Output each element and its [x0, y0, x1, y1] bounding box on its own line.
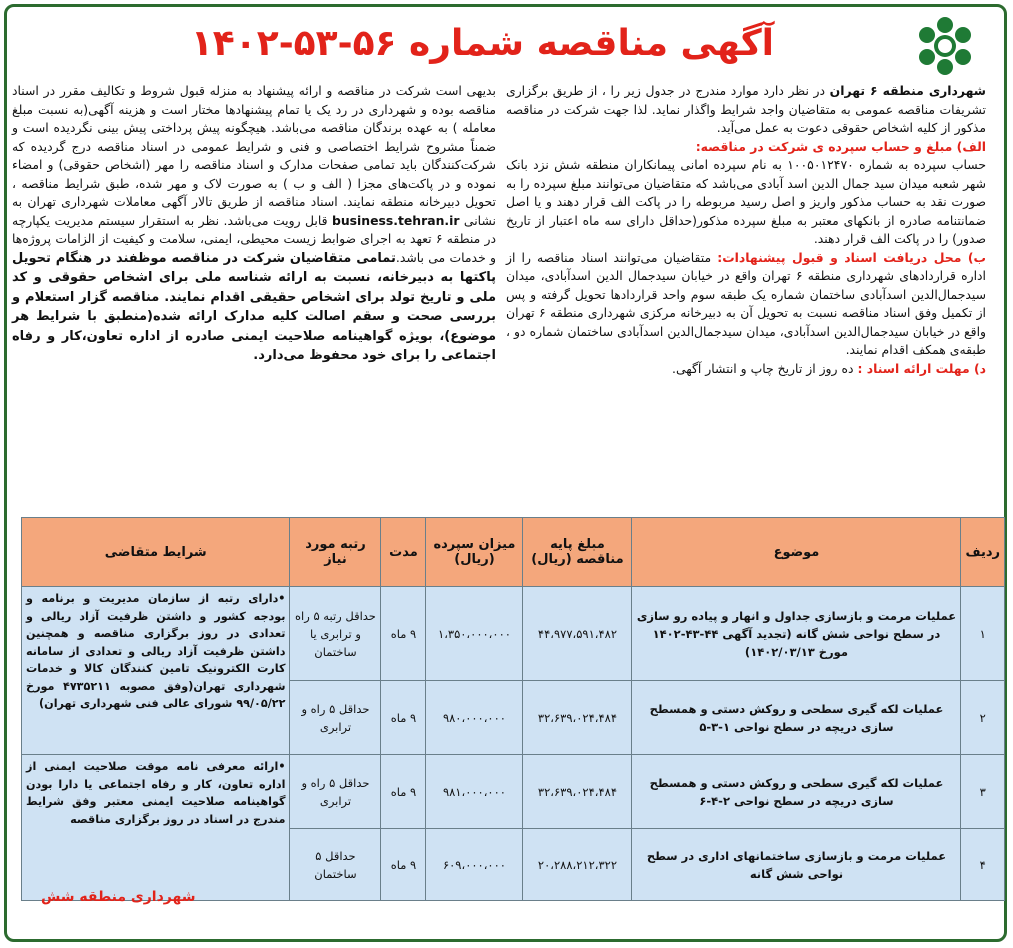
row-grade: حداقل ۵ راه و ترابری — [290, 681, 381, 755]
row-subject: عملیات مرمت و بازسازی ساختمانهای اداری در سطح نواحی شش گانه — [632, 829, 961, 901]
row-base-price: ۳۲،۶۳۹،۰۲۴،۴۸۴ — [523, 681, 632, 755]
left-text-2: قابل رویت می‌باشد. نظر به استقرار سیستم مدیریت یکپارچه در منطقه ۶ تعهد به اجرای ضوابط زیست محیطی، ایمنی، سلامت و کیفیت از الزامات پروژه‌ها و خدمات می باشد. — [12, 212, 496, 265]
tender-table — [21, 517, 1005, 901]
row-base-price: ۴۴،۹۷۷،۵۹۱،۴۸۲ — [523, 587, 632, 681]
header-conditions: شرایط متقاضی — [22, 518, 290, 587]
header-base-price: مبلغ پایه مناقصه (ریال) — [523, 518, 632, 587]
header-duration: مدت — [381, 518, 426, 587]
row-deposit: ۹۸۰،۰۰۰،۰۰۰ — [426, 681, 523, 755]
row-base-price: ۲۰،۲۸۸،۲۱۲،۳۲۲ — [523, 829, 632, 901]
header-grade: رتبه مورد نیاز — [290, 518, 381, 587]
issuer: شهرداری منطقه ۶ تهران — [829, 83, 986, 98]
intro-text: در نظر دارد موارد مندرج در جدول زیر را ، از طریق برگزاری تشریفات مناقصه عمومی به متقاضیان واجد شرایط واگذار نماید. لذا جهت شرکت در مناقصه مذکور از کلیه اشخاص حقوقی دعوت به عمل می‌آید. — [506, 83, 986, 135]
footer-signature: شهرداری منطقه شش — [41, 889, 196, 905]
row-duration: ۹ ماه — [381, 681, 426, 755]
section-b-title: ب) محل دریافت اسناد و قبول پیشنهادات: — [717, 249, 986, 265]
header-subject: موضوع — [632, 518, 961, 587]
header-row-num: ردیف — [961, 518, 1005, 587]
row-subject: عملیات لکه گیری سطحی و روکش دستی و همسطح سازی دریچه در سطح نواحی ۲-۴-۶ — [632, 755, 961, 829]
website-link[interactable]: business.tehran.ir — [331, 212, 460, 228]
row-duration: ۹ ماه — [381, 587, 426, 681]
section-d-text: ده روز از تاریخ چاپ و انتشار آگهی. — [672, 360, 854, 376]
section-b-text: متقاضیان می‌توانند اسناد مناقصه را از اداره قراردادهای شهرداری منطقه ۶ تهران واقع در خیابان سیدجمال الدین اسدآبادی، میدان سیدجمال‌الدین اسدآبادی ساختمان شماره یک طبقه سوم واحد قراردادها تحویل گرفته و پس از تکمیل وفق اسناد مناقصه نسبت به تحویل آن به دبیرخانه مرکزی شهرداری منطقه ۶ تهران واقع در خیابان سیدجمال‌الدین اسدآبادی، میدان سیدجمال‌الدین اسدآبادی ساختمان شماره دو ، طبقه‌ی همکف اقدام نمایند. — [506, 249, 986, 357]
conditions-cell-2: •ارائه معرفی نامه موقت صلاحیت ایمنی از اداره تعاون، کار و رفاه اجتماعی یا دارا بودن گواهینامه صلاحیت ایمنی معتبر وفق شرایط مندرج در اسناد در روز برگزاری مناقصه — [22, 755, 290, 901]
row-num: ۱ — [961, 587, 1005, 681]
row-grade: حداقل رتبه ۵ راه و ترابری یا ساختمان — [290, 587, 381, 681]
row-num: ۴ — [961, 829, 1005, 901]
right-column — [506, 82, 986, 378]
row-num: ۳ — [961, 755, 1005, 829]
section-d-title: د) مهلت ارائه اسناد : — [857, 360, 986, 376]
section-a-title: الف) مبلغ و حساب سپرده ی شرکت در مناقصه: — [695, 138, 986, 154]
row-base-price: ۳۲،۶۳۹،۰۲۴،۴۸۴ — [523, 755, 632, 829]
left-column — [12, 82, 496, 366]
row-num: ۲ — [961, 681, 1005, 755]
conditions-cell-1: •دارای رتبه از سازمان مدیریت و برنامه و بودجه کشور و داشتن ظرفیت آزاد ریالی و تعدادی در روز برگزاری مناقصه و همچنین داشتن ظرفیت آزاد ریالی و تعدادی از سامانه کارت الکترونیک تامین کنندگان کالا و خدمات شهرداری تهران(وفق مصوبه ۴۷۳۵۲۱۱ مورخ ۹۹/۰۵/۲۲ شورای عالی فنی شهرداری تهران) — [22, 587, 290, 755]
table-header-row — [22, 518, 1005, 587]
row-grade: حداقل ۵ راه و ترابری — [290, 755, 381, 829]
left-text-1: بدیهی است شرکت در مناقصه و ارائه پیشنهاد به منزله قبول شروط و تکالیف مقرر در اسناد مناقصه بوده و شهرداری در رد یک یا تمام پیشنهادها مختار است و هزینه آگهی(به نسبت مبلغ معامله ) به عهده برندگان مناقصه می‌باشد. هیچگونه پیش پرداختی پیش بینی نگردیده است و ضمناً مشروح شرایط اختصاصی و فنی و شرایط عمومی در اسناد مناقصه درج گردیده که شرکت‌کنندگان باید تمامی صفحات مدارک و اسناد مناقصه را مهر (اشخاص حقوقی) و امضاء نموده و در پاکت‌های مجزا ( الف و ب ) به صورت لاک و مهر شده، طبق شرایط مناقصه ، تحویل دبیرخانه منطقه نمایند. اسناد مناقصه از طریق تالار آگهی معاملات شهرداری تهران به نشانی — [12, 83, 496, 228]
left-text-bold: تمامی متقاضیان شرکت در مناقصه موظفند در هنگام تحویل پاکتها به دبیرخانه، نسبت به ارائه شناسه ملی برای اشخاص حقوقی و کد ملی و تاریخ تولد برای اشخاص حقیقی اقدام نمایند. مناقصه گزار استعلام و بررسی صحت و سقم اصالت کلیه مدارک ارائه شده(منطبق با شرایط هر موضوع)، بویژه گواهینامه صلاحیت ایمنی صادره از اداره تعاون،کار و رفاه اجتماعی را برای خود محفوظ می‌دارد. — [12, 250, 496, 363]
header-deposit: میزان سپرده (ریال) — [426, 518, 523, 587]
row-grade: حداقل ۵ ساختمان — [290, 829, 381, 901]
row-duration: ۹ ماه — [381, 755, 426, 829]
municipality-logo-icon — [910, 15, 980, 77]
row-deposit: ۱،۳۵۰،۰۰۰،۰۰۰ — [426, 587, 523, 681]
ad-title: آگهی مناقصه شماره ۵۶-۵۳-۱۴۰۲ — [190, 23, 774, 64]
row-deposit: ۹۸۱،۰۰۰،۰۰۰ — [426, 755, 523, 829]
header — [17, 15, 994, 77]
row-duration: ۹ ماه — [381, 829, 426, 901]
row-deposit: ۶۰۹،۰۰۰،۰۰۰ — [426, 829, 523, 901]
table-row — [22, 755, 1005, 829]
row-subject: عملیات لکه گیری سطحی و روکش دستی و همسطح سازی دریچه در سطح نواحی ۱-۳-۵ — [632, 681, 961, 755]
section-a-text: حساب سپرده به شماره ۱۰۰۵۰۱۲۴۷۰ به نام سپرده امانی پیمانکاران منطقه شش نزد بانک شهر شعبه میدان سید جمال الدین اسد آبادی می‌باشد که متقاضیان می‌توانند مبلغ سپرده را به صورت نقد به حساب مذکور واریز و اصل رسید مربوطه را در پاکت الف قرار دهند و یا اصل ضمانتنامه صادره از بانکهای معتبر به مبلغ سپرده مذکور(حداقل دارای سه ماه اعتبار از تاریخ صدور) را در پاکت الف قرار دهند. — [506, 157, 986, 246]
table-row — [22, 587, 1005, 681]
ad-frame — [4, 4, 1007, 942]
row-subject: عملیات مرمت و بازسازی جداول و انهار و پیاده رو سازی در سطح نواحی شش گانه (تجدید آگهی ۴۴-۴۳-۱۴۰۲ مورخ ۱۴۰۲/۰۳/۱۳) — [632, 587, 961, 681]
